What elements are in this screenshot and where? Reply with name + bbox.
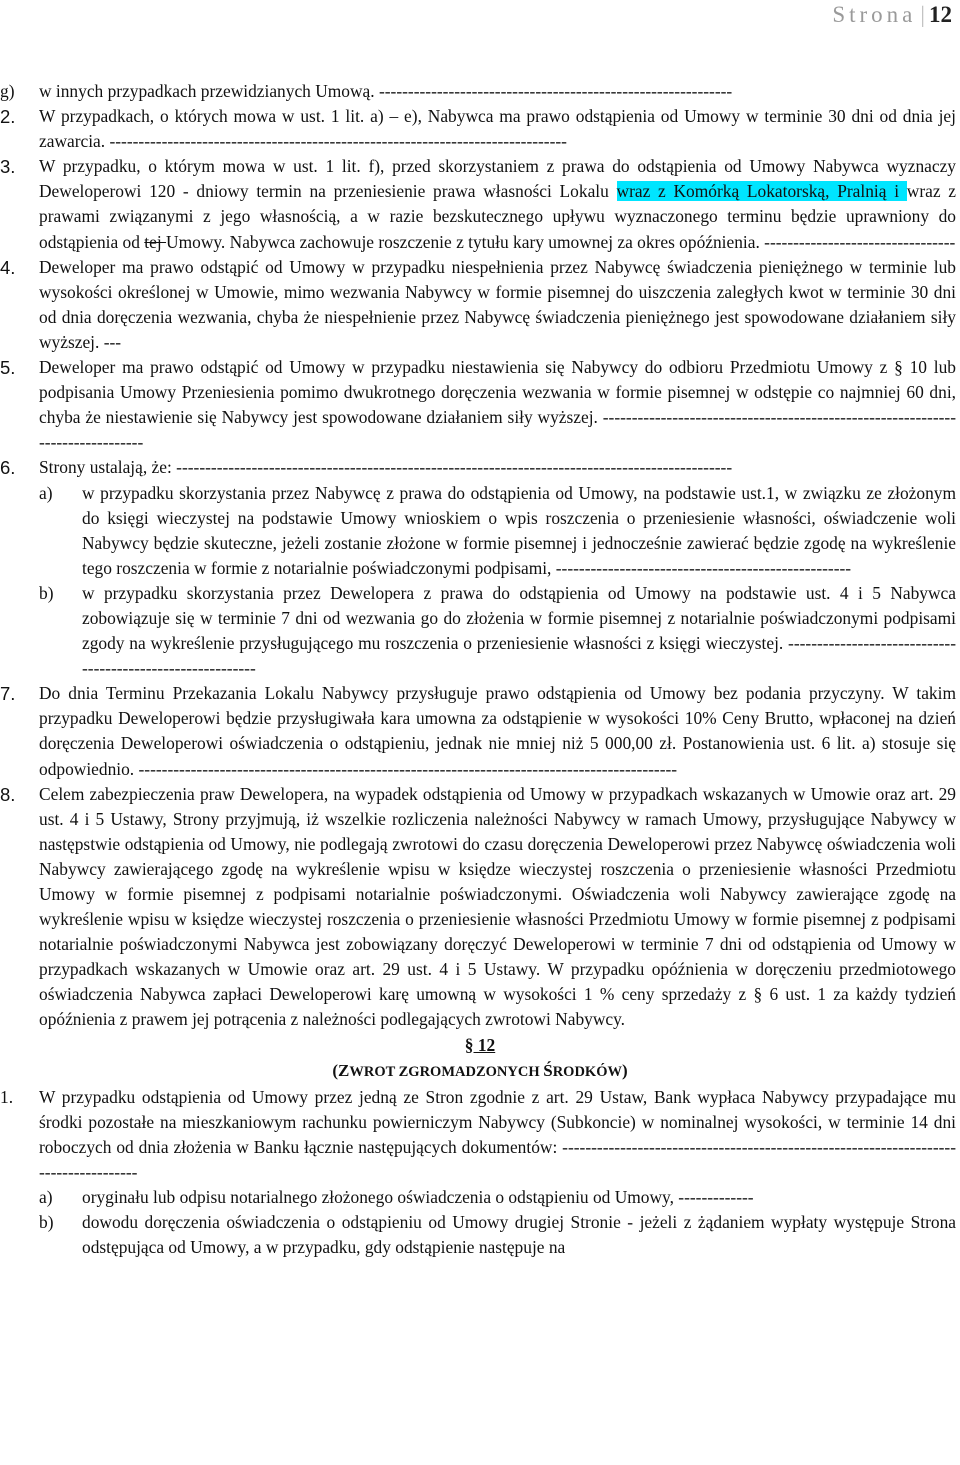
page-number: 12	[929, 2, 952, 27]
item-text: dowodu doręczenia oświadczenia o odstąpieniu od Umowy drugiej Stronie - jeżeli z żądaniem wypłaty występuje Strona odstępująca od Umowy, a w przypadku, gdy odstąpienie następuje na	[82, 1212, 956, 1258]
paragraph-number: 4.	[0, 256, 16, 278]
paragraph-text: W przypadku, o którym mowa w ust. 1 lit. f), przed skorzystaniem z prawa do odstąpienia od Umowy Nabywca wyznaczy Deweloperowi 120 - dniowy termin na przeniesienie prawa własności Lokalu	[39, 156, 956, 202]
paragraph-5	[0, 355, 960, 455]
paragraph-text: Deweloper ma prawo odstąpić od Umowy w przypadku niespełnienia przez Nabywcę świadczenia pieniężnego w terminie lub wysokości określonej w Umowie, mimo wezwania Nabywcy w formie pisemnej do uiszczenia zaległych kwot w terminie 30 dni od dnia doręczenia wezwania, chyba że niespełnienie przez Nabywcę świadczenia pieniężnego jest spowodowane działaniem siły wyższej. ---	[39, 256, 956, 352]
section-12-item-b	[0, 1210, 960, 1260]
paragraph-number: 2.	[0, 106, 16, 128]
paragraph-2	[0, 104, 960, 154]
paragraph-6-item-b	[0, 581, 960, 681]
item-label: g)	[0, 81, 15, 101]
section-number: § 12	[464, 1034, 496, 1055]
highlighted-text: wraz z Komórką Lokatorską, Pralnią i	[616, 181, 907, 202]
paragraph-6	[0, 455, 960, 480]
item-text: w innych przypadkach przewidzianych Umową. -------------------------------------------------------------	[39, 81, 733, 101]
section-title-close: )	[621, 1060, 628, 1080]
paragraph-text: Deweloper ma prawo odstąpić od Umowy w przypadku niestawienia się Nabywcy do odbioru Przedmiotu Umowy z § 10 lub podpisania Umowy Przeniesienia pomimo dwukrotnego doręczenia wezwania w formie pisemnej w odstępie co najmniej 60 dni, chyba że niestawienie się Nabywcy jest spowodowane działaniem siły wyższej. -------------------------------------------------------------------------------	[39, 357, 956, 453]
paragraph-4	[0, 255, 960, 355]
page-header-word: Strona	[832, 2, 917, 27]
paragraph-text: W przypadku odstąpienia od Umowy przez jedną ze Stron zgodnie z art. 29 Ustaw, Bank wypłaca Nabywcy przypadające mu środki pozostałe na mieszkaniowym rachunku powierniczym Nabywcy (Subkoncie) w nominalnej wysokości, w terminie 14 dni roboczych od dnia złożenia w Banku łącznie następujących dokumentów: -------------------------------------------------------------------------------------	[39, 1086, 956, 1183]
paragraph-3	[0, 154, 960, 254]
item-label: b)	[39, 582, 54, 603]
paragraph-number: 8.	[0, 783, 16, 805]
paragraph-number: 3.	[0, 156, 16, 178]
list-item-g	[0, 79, 960, 104]
paragraph-8	[0, 782, 960, 1033]
paragraph-7	[0, 681, 960, 781]
section-heading	[0, 1033, 960, 1085]
paragraph-6-item-a	[0, 481, 960, 581]
section-12-item-a	[0, 1185, 960, 1210]
struck-text: tej	[144, 231, 167, 252]
paragraph-number: 6.	[0, 457, 16, 479]
paragraph-text: Umowy. Nabywca zachowuje roszczenie z tytułu kary umownej za okres opóźnienia. ---------------------------------	[166, 231, 956, 252]
section-title-open: (	[332, 1060, 338, 1080]
section-title-part: Ś	[543, 1060, 553, 1080]
paragraph-number: 1.	[0, 1086, 14, 1107]
item-text: oryginału lub odpisu notarialnego złożonego oświadczenia o odstąpieniu od Umowy, -------------	[82, 1187, 754, 1208]
section-title-part: RODKÓW	[552, 1063, 622, 1080]
section-12-paragraph-1	[0, 1085, 960, 1185]
item-label: a)	[39, 482, 53, 503]
item-text: w przypadku skorzystania przez Nabywcę z prawa do odstąpienia od Umowy, na podstawie ust.1, w związku ze złożonym do księgi wieczystej na podstawie Umowy wnioskiem o wpis roszczenia o przeniesienie własności, oświadczenie woli Nabywcy będzie skuteczne, jeżeli zostanie złożone w formie pisemnej i jednocześnie zawierać będzie zgodę na wykreślenie tego roszczenia w formie z notarialnie poświadczonymi podpisami, ---------------------------------------------------	[82, 482, 956, 578]
paragraph-text: W przypadkach, o których mowa w ust. 1 lit. a) – e), Nabywca ma prawo odstąpienia od Umowy w terminie 30 dni od dnia jej zawarcia. -------------------------------------------------------------------------------	[39, 106, 956, 152]
page-header	[832, 2, 952, 28]
section-title-part: Z	[338, 1060, 350, 1080]
paragraph-number: 5.	[0, 357, 16, 379]
paragraph-number: 7.	[0, 683, 16, 705]
page-header-separator: |	[920, 2, 925, 27]
paragraph-text: wraz z prawami związanymi z jego własnością, a w razie bezskutecznego upływu wyznaczonego terminu będzie uprawniony do odstąpienia od	[39, 181, 956, 252]
paragraph-text: Celem zabezpieczenia praw Dewelopera, na wypadek odstąpienia od Umowy w przypadkach wskazanych w Umowie oraz art. 29 ust. 4 i 5 Ustawy, Strony przyjmują, iż wszelkie rozliczenia należności Nabywcy w ramach Umowy, przysługujące Nabywcy w następstwie odstąpienia od Umowy, nie podlegają zwrotowi do czasu doręczenia Deweloperowi przez Nabywcę oświadczenia woli Nabywcy zawierającego zgodę na wykreślenie wpisu w księdze wieczystej roszczenia o przeniesienie własności Przedmiotu Umowy w formie pisemnej z podpisami notarialnie poświadczonymi. Oświadczenia woli Nabywcy zawierające zgodę na wykreślenie wpisu w księdze wieczystej roszczenia o przeniesienie własności Przedmiotu Umowy w formie pisemnej z podpisami notarialnie poświadczonymi Nabywca jest zobowiązany doręczyć Deweloperowi w terminie 7 dni od odstąpienia od Umowy w przypadkach wskazanych w Umowie oraz art. 29 ust. 4 i 5 Ustawy. W przypadku opóźnienia w doręczeniu przedmiotowego oświadczenia Nabywca zapłaci Deweloperowi karę umowną w wysokości 1 % ceny sprzedaży z § 6 ust. 1 za każdy tydzień opóźnienia z prawem jej potrącenia z należności podlegających zwrotowi Nabywcy.	[39, 783, 956, 1030]
item-label: a)	[39, 1187, 53, 1208]
paragraph-text: Strony ustalają, że: ------------------------------------------------------------------------------------------------	[39, 457, 733, 478]
section-title-part: WROT ZGROMADZONYCH	[349, 1063, 544, 1080]
item-label: b)	[39, 1212, 54, 1233]
item-text: w przypadku skorzystania przez Dewelopera z prawa do odstąpienia od Umowy na podstawie ust. 4 i 5 Nabywca zobowiązuje się w terminie 7 dni od wezwania go do złożenia w formie pisemnej z notarialnie poświadczonymi podpisami zgody na wykreślenie przysługującego mu roszczenia o przeniesienie własności z księgi wieczystej. -----------------------------------------------------------	[82, 582, 956, 679]
paragraph-text: Do dnia Terminu Przekazania Lokalu Nabywcy przysługuje prawo odstąpienia od Umowy bez podania przyczyny. W takim przypadku Deweloperowi będzie przysługiwała kara umowna za odstąpienie w wysokości 10% Ceny Brutto, wpłaconej na dzień doręczenia Deweloperowi oświadczenia o odstąpieniu, jednak nie mniej niż 5 000,00 zł. Postanowienia ust. 6 lit. a) stosuje się odpowiednio. ---------------------------------------------------------------------------------------------	[39, 683, 956, 779]
section-title	[0, 1058, 960, 1085]
document-body	[0, 79, 960, 1260]
